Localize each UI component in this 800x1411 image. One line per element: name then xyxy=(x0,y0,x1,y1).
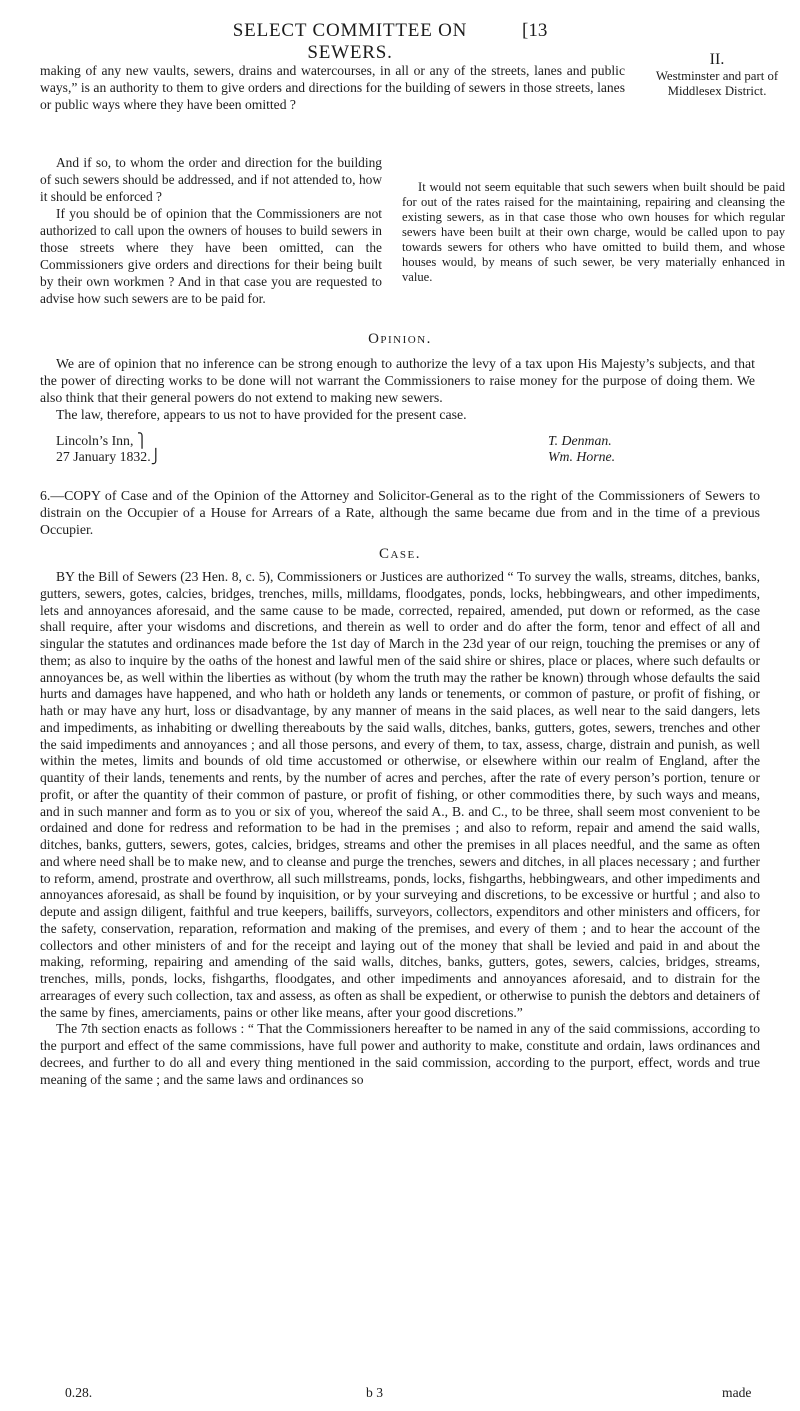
signature-mark: 0.28. xyxy=(65,1385,93,1400)
question-paragraph: If you should be of opinion that the Commissioners are not authorized to call upon the owners of houses to build sewers in those streets where they have been omitted, can the Commissioners give orders and directions for their being built by their own workmen ? And in that case you are requested to advise how such sewers are to be paid for. xyxy=(40,206,382,306)
margin-note xyxy=(642,52,792,99)
case-body xyxy=(40,569,760,1088)
margin-note-numeral: II. xyxy=(709,51,725,68)
opinion-heading: Opinion. xyxy=(368,331,432,347)
running-title: SELECT COMMITTEE ON SEWERS. xyxy=(232,20,468,63)
section-6-title: 6.—COPY of Case and of the Opinion of the Attorney and Solicitor-General as to the right of the Commissioners of Sewers to distrain on the Occupier of a House for Arrears of a Rate, although the same became due from and in the time of a previous Occupier. xyxy=(40,488,760,537)
catchword: made xyxy=(722,1385,752,1400)
case-paragraph: The 7th section enacts as follows : “ That the Commissioners hereafter to be named in any of the said commissions, according to the purport and effect of the same commissions, have full power and authority to make, constitute and ordain, laws ordinances and decrees, and further to do all and every thing mentioned in the said commission, according to the purport, effect, words and true meaning of the same ; and the same laws and ordinances so xyxy=(40,1021,760,1087)
date-line: 27 January 1832.⎭ xyxy=(56,449,161,464)
questions-column xyxy=(40,154,382,307)
opinion-paragraph: We are of opinion that no inference can be strong enough to authorize the levy of a tax upon His Majesty’s subjects, and that the power of directing works to be done will not warrant the Commissioners to raise money for the purpose of doing them. We also think that their general powers do not extend to making new sewers. xyxy=(40,356,755,405)
case-heading: Case. xyxy=(378,546,422,562)
case-paragraph: BY the Bill of Sewers (23 Hen. 8, c. 5), Commissioners or Justices are authorized “ To survey the walls, streams, ditches, banks, gutters, sewers, gotes, calcies, bridges, trenches, mills, milldams, floodgates, ponds, locks, hebbingwears, and other impediments, lets and annoyances aforesaid, and the same cause to be made, corrected, repaired, amended, put down or reformed, as the case shall require, after your wisdoms and discretions, and therein as well to order and do after the form, tenor and effect of all and singular the statutes and ordinances made before the 1st day of March in the 23d year of our reign, touching the premises or any of them; as also to inquire by the oaths of the honest and lawful men of the said shire or shires, place or places, where such defaults or annoyances be, as well within the liberties as without (by whom the truth may the rather be known) through whose defaults the said hurts and damages have happened, and who hath or holdeth any lands or tenements, or common of pasture, or profit of fishing, or hath or may have any hurt, loss or disadvantage, by any manner of means in the said places, as well near to the said dangers, lets and impediments, as inhabiting or dwelling thereabouts by the said walls, ditches, banks, gutters, gotes, sewers, trenches and other the said impediments and annoyances ; and all those persons, and every of them, to tax, assess, charge, distrain and punish, as well within the metes, limits and bounds of old time accustomed or otherwise, or elsewhere within our realm of England, after the quantity of their lands, tenements and rents, by the number of acres and perches, after the rate of every person’s portion, tenure or profit, or after the quantity of their common of pasture, or profit of fishing, or other commodities there, by such ways and means, and in such manner and form as to you or six of you, whereof the said A., B. and C., to be three, shall seem most convenient to be ordained and done for redress and reformation to be had in the premises ; and also to reform, repair and amend the said walls, ditches, banks, gutters, sewers, gotes, calcies, bridges, streams and other the premises in all places needful, and the same as often and where need shall be to make new, and to cleanse and purge the trenches, sewers and ditches, in all places necessary ; and further to reform, amend, prostrate and overthrow, all such millstreams, ponds, locks, fishgarths, hebbingwears, and other impediments and annoyances aforesaid, as shall be found by inquisition, or by your surveying and discretions, to be excessive or hurtful ; and also to depute and assign diligent, faithful and true keepers, bailiffs, surveyors, collectors, expenditors and other ministers and officers, for the safety, conservation, reparation, reformation and making of the premises, and every of them ; and to hear the account of the collectors and other ministers of and for the receipt and laying out of the money that shall be levied and paid in and about the making, reforming, repairing and amending of the said walls, ditches, banks, gutters, gotes, sewers, calcies, bridges, streams, trenches, mills, ponds, locks, fishgarths, floodgates, and other impediments and annoyances aforesaid, and to distrain for the arrearages of every such collection, tax and assess, as often as shall be expedient, or otherwise to punish the debtors and detainers of the same by fines, amerciaments, pains or other like means, after your good discretions.” xyxy=(40,569,760,1020)
opinion-place-date xyxy=(56,433,161,465)
signature-horne: Wm. Horne. xyxy=(548,449,616,464)
opinion-signatures xyxy=(548,433,615,465)
sheet-mark: b 3 xyxy=(366,1385,383,1400)
answers-column xyxy=(402,180,785,285)
opinion-paragraph: The law, therefore, appears to us not to have provided for the present case. xyxy=(56,407,467,422)
opinion-body xyxy=(40,355,755,423)
question-paragraph: And if so, to whom the order and direction for the building of such sewers should be addressed, and if not attended to, how it should be enforced ? xyxy=(40,155,382,204)
margin-note-text: Westminster and part of Middlesex District. xyxy=(655,69,779,98)
place-line: Lincoln’s Inn, ⎫ xyxy=(56,433,148,448)
page-number: [13 xyxy=(522,20,548,41)
answer-paragraph: It would not seem equitable that such sewers when built should be paid for out of the rates raised for the maintaining, repairing and cleansing the existing sewers, as in that case those who own houses for which regular sewers have been built at their own charge, would be called upon to pay towards sewers for others who have omitted to build them, and whose houses would, by means of such sewer, be very materially enhanced in value. xyxy=(402,180,785,284)
intro-paragraph: making of any new vaults, sewers, drains and watercourses, in all or any of the streets, lanes and public ways,” is an authority to them to give orders and directions for the building of sewers in those streets, lanes or public ways where they have been omitted ? xyxy=(40,63,625,112)
signature-denman: T. Denman. xyxy=(548,433,612,448)
